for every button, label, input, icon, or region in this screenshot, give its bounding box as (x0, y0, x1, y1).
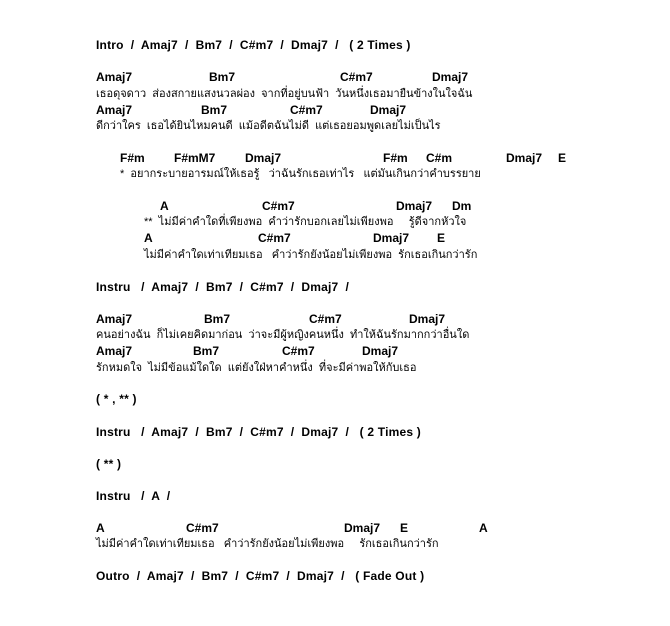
chord: A (479, 521, 488, 535)
repeat-line: ( * , ** ) (96, 392, 137, 406)
chord-line (96, 70, 596, 84)
chord: Bm7 (193, 344, 220, 358)
chord: Amaj7 (96, 103, 133, 117)
chord: Dmaj7 (373, 231, 410, 245)
chord: Dmaj7 (396, 199, 433, 213)
instru-line: Instru / Amaj7 / Bm7 / C#m7 / Dmaj7 / ( 2 Times ) (96, 425, 421, 439)
lyric-line: ดีกว่าใคร เธอได้ยินไหมคนดี แม้อดีตฉันไม่ดี แต่เธอยอมพูดเลยไม่เป็นไร (96, 120, 441, 132)
chord-line (96, 103, 596, 117)
chord-line (96, 312, 596, 326)
lyric-line: ไม่มีค่าคำใดเท่าเทียมเธอ คำว่ารักยังน้อยไม่เพียงพอ รักเธอเกินกว่ารัก (96, 538, 439, 550)
lyric-line: คนอย่างฉัน ก็ไม่เคยคิดมาก่อน ว่าจะมีผู้หญิงคนหนึ่ง ทำให้ฉันรักมากกว่าอื่นใด (96, 329, 470, 341)
chord-line (144, 231, 564, 245)
chord: Dmaj7 (506, 151, 543, 165)
chord: Amaj7 (96, 70, 133, 84)
repeat-line: ( ** ) (96, 457, 122, 471)
chord: C#m7 (258, 231, 291, 245)
chord: F#mM7 (174, 151, 216, 165)
chord: Dmaj7 (409, 312, 446, 326)
chord: A (160, 199, 169, 213)
instru-line: Instru / Amaj7 / Bm7 / C#m7 / Dmaj7 / (96, 280, 350, 294)
chord: Dmaj7 (344, 521, 381, 535)
chord: E (437, 231, 446, 245)
chord-line (96, 344, 596, 358)
chord: C#m7 (282, 344, 315, 358)
chord: F#m (383, 151, 408, 165)
chord: F#m (120, 151, 145, 165)
chord: C#m7 (262, 199, 295, 213)
intro-line: Intro / Amaj7 / Bm7 / C#m7 / Dmaj7 / ( 2 Times ) (96, 38, 411, 52)
lyric-line: รักหมดใจ ไม่มีข้อแม้ใดใด แต่ยังใฝ่หาคำหนึ่ง ที่จะมีค่าพอให้กับเธอ (96, 362, 417, 374)
chord: A (96, 521, 105, 535)
outro-line: Outro / Amaj7 / Bm7 / C#m7 / Dmaj7 / ( Fade Out ) (96, 569, 425, 583)
chord: Bm7 (209, 70, 236, 84)
lyric-line: ** ไม่มีค่าคำใดที่เพียงพอ คำว่ารักบอกเลยไม่เพียงพอ รู้ดีจากหัวใจ (144, 216, 467, 228)
chord-line (120, 151, 590, 165)
chord: C#m7 (290, 103, 323, 117)
chord-line (144, 199, 564, 213)
chord: Dmaj7 (432, 70, 469, 84)
chord: E (400, 521, 409, 535)
chord: A (144, 231, 153, 245)
chord: Dmaj7 (362, 344, 399, 358)
chord: C#m7 (309, 312, 342, 326)
chord: Dmaj7 (245, 151, 282, 165)
chord: C#m (426, 151, 453, 165)
chord: C#m7 (340, 70, 373, 84)
chord: Amaj7 (96, 344, 133, 358)
lyric-line: ไม่มีค่าคำใดเท่าเทียมเธอ คำว่ารักยังน้อยไม่เพียงพอ รักเธอเกินกว่ารัก (144, 249, 478, 261)
instru-line: Instru / A / (96, 489, 171, 503)
chord: Amaj7 (96, 312, 133, 326)
chord: C#m7 (186, 521, 219, 535)
chord: Dm (452, 199, 472, 213)
chord: E (558, 151, 567, 165)
chord: Bm7 (201, 103, 228, 117)
chord-line (96, 521, 596, 535)
lyric-line: เธอดุจดาว ส่องสกายแสงนวลผ่อง จากที่อยู่บนฟ้า วันหนึ่งเธอมายืนข้างในใจฉัน (96, 88, 473, 100)
chord: Bm7 (204, 312, 231, 326)
lyric-line: * อยากระบายอารมณ์ให้เธอรู้ ว่าฉันรักเธอเท่าไร แต่มันเกินกว่าคำบรรยาย (120, 168, 481, 180)
chord: Dmaj7 (370, 103, 407, 117)
